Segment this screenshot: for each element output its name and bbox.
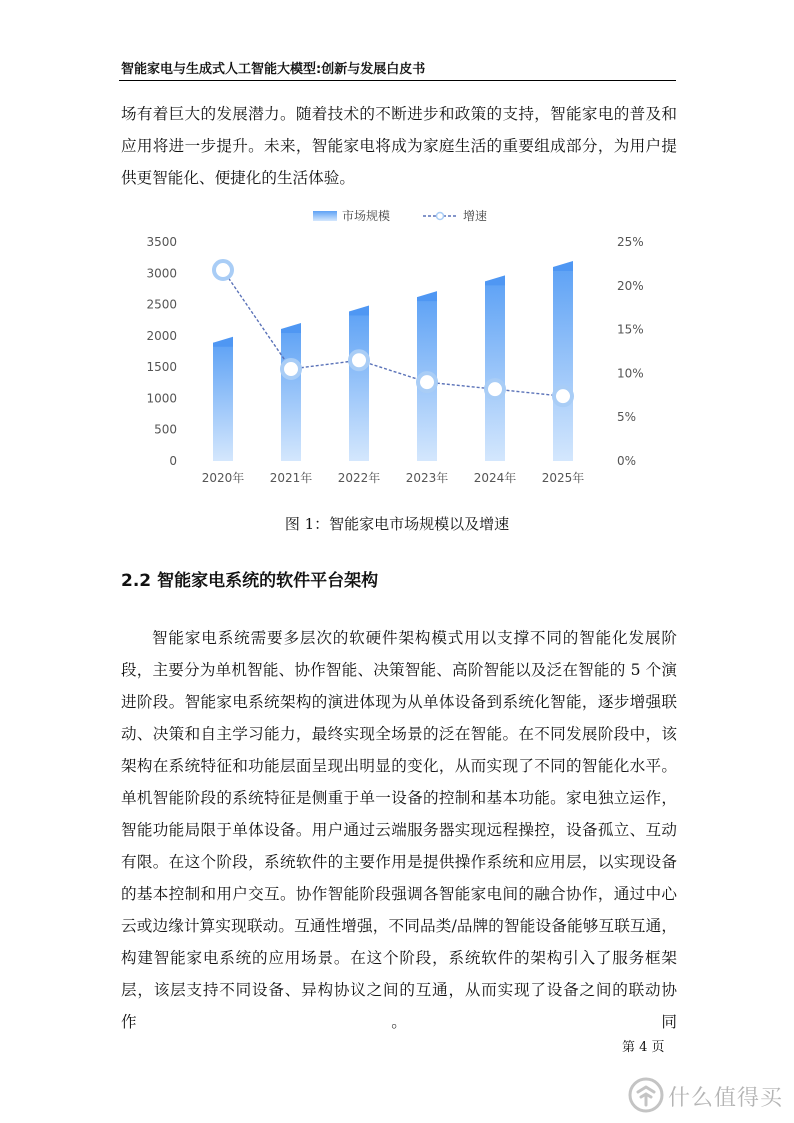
figure-caption: 图 1：智能家电市场规模以及增速 [284, 515, 510, 533]
growth-line [223, 270, 563, 396]
growth-point [282, 360, 300, 378]
watermark-text: 什么值得买 [668, 1086, 784, 1111]
bar [553, 267, 573, 461]
section-heading [121, 566, 384, 591]
growth-point [418, 373, 436, 391]
x-tick-label: 2020年 [201, 471, 245, 485]
x-tick-label: 2021年 [269, 471, 313, 485]
right-tick-label: 25% [617, 235, 644, 249]
x-tick-label: 2024年 [473, 471, 517, 485]
smzdm-logo-icon [628, 1077, 664, 1113]
legend-bar-label: 市场规模 [342, 209, 391, 223]
left-tick-label: 2000 [146, 328, 177, 343]
bar [349, 311, 369, 461]
market-size-chart [121, 200, 677, 500]
right-tick-label: 0% [617, 454, 637, 468]
bar-top [213, 337, 233, 347]
growth-point [554, 387, 572, 405]
left-tick-label: 500 [154, 422, 177, 437]
intro-paragraph: 场有着巨大的发展潜力。随着技术的不断进步和政策的支持，智能家电的普及和应用将进一步提升。未来，智能家电将成为家庭生活的重要组成部分，为用户提供更智能化、便捷化的生活体验。 [121, 105, 677, 187]
chart-legend [313, 208, 487, 223]
bar-top [417, 291, 437, 301]
legend-line-label: 增速 [463, 209, 488, 223]
bar [485, 281, 505, 461]
growth-point [214, 261, 232, 279]
left-tick-label: 0 [169, 454, 177, 468]
growth-point [486, 380, 504, 398]
bar-top [485, 275, 505, 285]
section-title-text: 智能家电系统的软件平台架构 [157, 571, 379, 591]
left-axis-ticks [146, 235, 177, 468]
page-number: 第 4 页 [622, 1040, 665, 1055]
left-tick-label: 3500 [146, 235, 177, 249]
right-tick-label: 5% [617, 410, 637, 425]
left-tick-label: 3000 [146, 266, 177, 281]
section-number: 2.2 [121, 571, 152, 591]
header-title: 智能家电与生成式人工智能大模型:创新与发展白皮书 [121, 62, 426, 77]
legend-bar-swatch [313, 211, 337, 221]
watermark [628, 1075, 788, 1115]
bar-top [281, 323, 301, 333]
x-tick-label: 2022年 [337, 471, 381, 485]
x-tick-label: 2023年 [405, 471, 449, 485]
x-axis-ticks [202, 470, 585, 485]
right-tick-label: 15% [617, 322, 644, 337]
bar-top [553, 261, 573, 271]
left-tick-label: 1500 [146, 360, 177, 375]
left-tick-label: 1000 [146, 391, 177, 406]
right-tick-label: 20% [617, 278, 644, 293]
bar-series [213, 261, 573, 461]
bar-top [349, 305, 369, 315]
line-series [214, 261, 572, 405]
right-tick-label: 10% [617, 366, 644, 381]
bar [213, 343, 233, 461]
body-paragraph: 智能家电系统需要多层次的软硬件架构模式用以支撑不同的智能化发展阶段，主要分为单机智能、协作智能、决策智能、高阶智能以及泛在智能的 5 个演进阶段。智能家电系统架构的演进体现为从单体设备到系统化智能，逐步增强联动、决策和自主学习能力，最终实现全场景的泛在智能。在不同发展阶段中，该架构在系统特征和功能层面呈现出明显的变化，从而实现了不同的智能化水平。单机智能阶段的系统特征是侧重于单一设备的控制和基本功能。家电独立运作，智能功能局限于单体设备。用户通过云端服务器实现远程操控，设备孤立、互动有限。在这个阶段，系统软件的主要作用是提供操作系统和应用层，以实现设备的基本控制和用户交互。协作智能阶段强调各智能家电间的融合协作，通过中心云或边缘计算实现联动。互通性增强，不同品类/品牌的智能设备能够互联互通，构建智能家电系统的应用场景。在这个阶段，系统软件的架构引入了服务框架层，该层支持不同设备、异构协议之间的互通，从而实现了设备之间的联动协作。同 [121, 629, 677, 1031]
left-tick-label: 2500 [146, 297, 177, 312]
bar [281, 329, 301, 461]
right-axis-ticks [617, 235, 644, 468]
header-rule [119, 80, 676, 81]
x-tick-label: 2025年 [541, 471, 585, 485]
growth-point [350, 351, 368, 369]
legend-line-marker [437, 213, 444, 220]
